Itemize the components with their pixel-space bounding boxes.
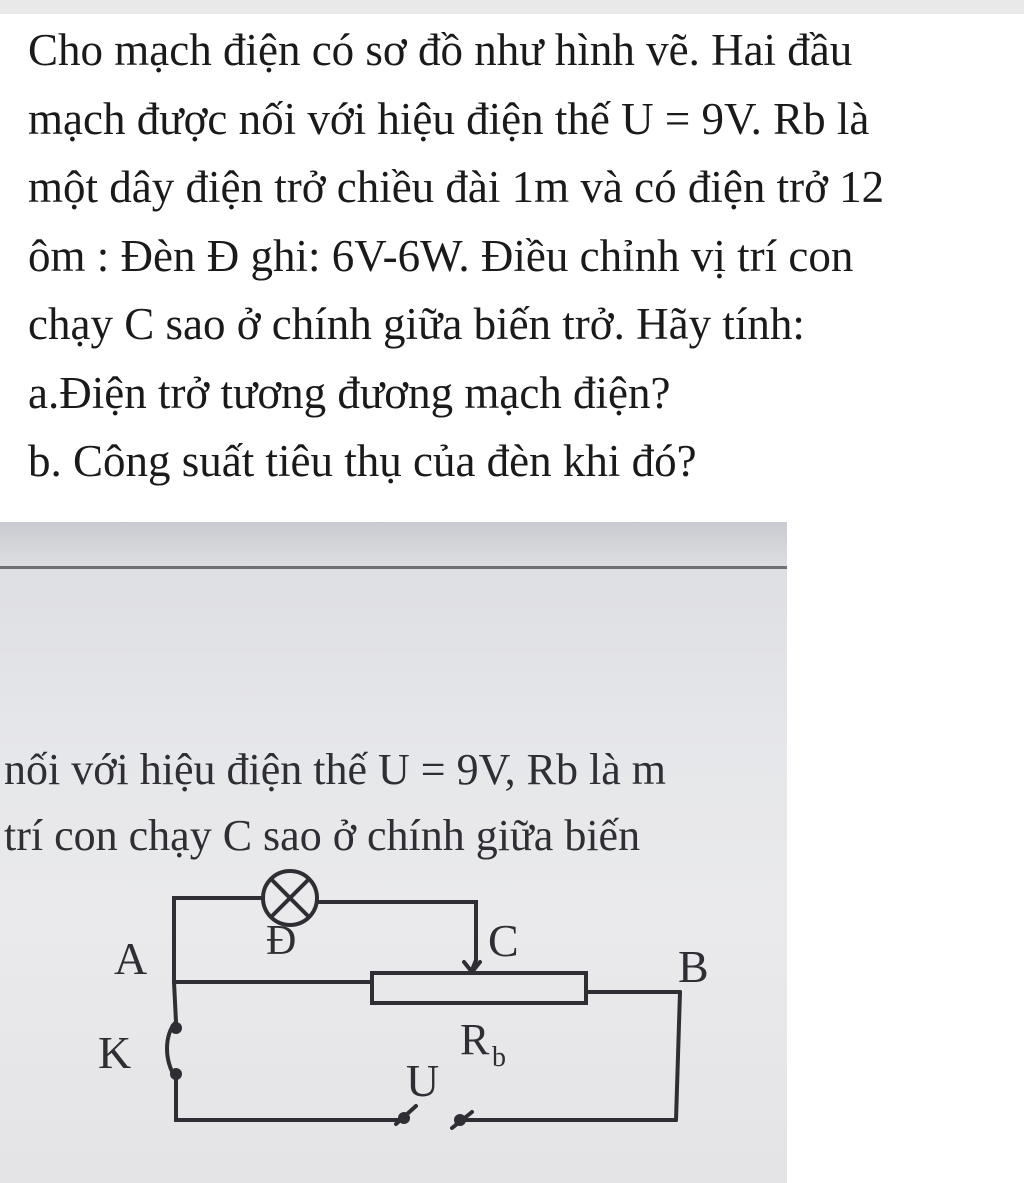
rheostat-rb (372, 973, 586, 1003)
top-strip (0, 0, 1024, 14)
lamp-cross-icon (263, 871, 317, 925)
label-c: C (488, 915, 519, 966)
question-part-b: b. Công suất tiêu thụ của đèn khi đó? (28, 436, 697, 486)
wire-top-right (318, 902, 476, 960)
label-a: A (114, 933, 148, 984)
question-line-2: mạch được nối với hiệu điện thế U = 9V. Rb là (28, 93, 870, 144)
wire-bottom-left (176, 1078, 402, 1120)
label-k: K (98, 1027, 132, 1078)
question-part-a: a.Điện trở tương đương mạch điện? (28, 367, 671, 418)
wire-right (676, 992, 680, 1120)
terminal-dot-right (454, 1114, 466, 1126)
slider-arrow (464, 960, 480, 972)
photo-text-line-2: trí con chạy C sao ở chính giữa biến (4, 811, 641, 860)
photo-text-line-1: nối với hiệu điện thế U = 9V, Rb là m (4, 745, 666, 794)
question-line-1: Cho mạch điện có sơ đồ như hình vẽ. Hai đầu (28, 25, 853, 75)
switch-contact-bottom (170, 1068, 182, 1080)
label-rb: R (460, 1015, 490, 1064)
label-b: B (678, 941, 709, 992)
terminal-dot-left (398, 1112, 410, 1124)
circuit-photo (0, 522, 787, 1183)
label-rb-sub: b (492, 1042, 506, 1073)
label-u: U (406, 1055, 440, 1106)
question-text (28, 16, 1018, 496)
wire-top-left (174, 898, 262, 982)
switch-contact-top (170, 1022, 182, 1034)
label-lamp: Đ (266, 918, 297, 964)
question-line-5: chạy C sao ở chính giữa biến trở. Hãy tính: (28, 299, 805, 349)
wire-k-top (174, 982, 176, 1022)
question-line-3: một dây điện trở chiều đài 1m và có điện trở 12 (28, 162, 885, 212)
question-line-4: ôm : Đèn Đ ghi: 6V-6W. Điều chỉnh vị trí con (28, 230, 854, 281)
circuit-diagram (0, 522, 787, 1183)
